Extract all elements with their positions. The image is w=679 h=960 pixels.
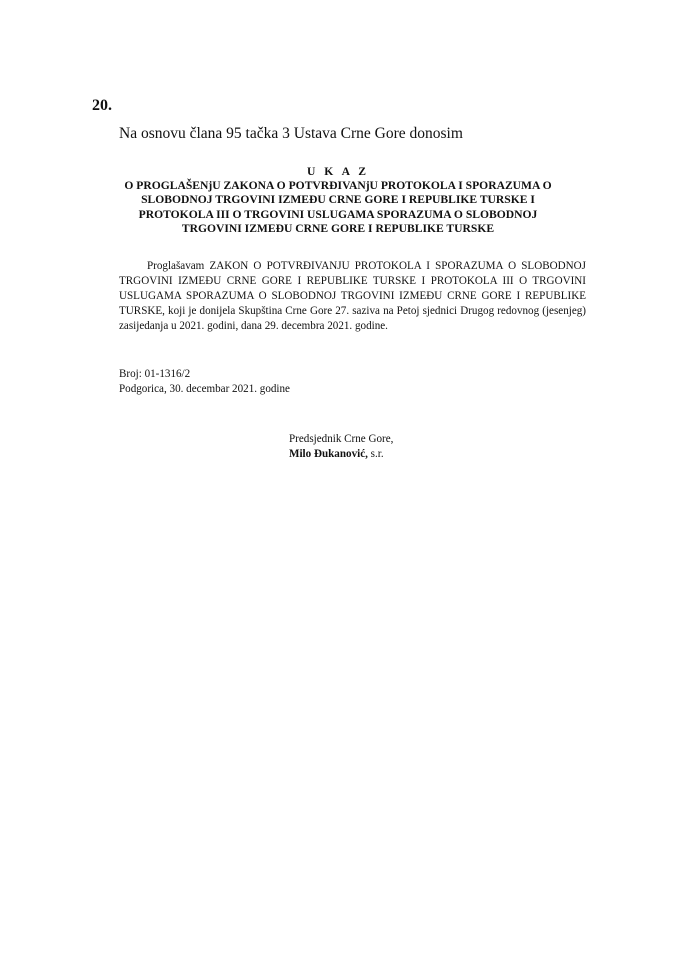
title-line: O PROGLAŠENjU ZAKONA O POTVRĐIVANjU PROTOKOLA I SPORAZUMA O (124, 179, 552, 193)
document-number: 20. (92, 97, 112, 114)
signer-suffix: s.r. (367, 448, 384, 460)
title-line: PROTOKOLA III O TRGOVINI USLUGAMA SPORAZUMA O SLOBODNOJ (138, 207, 538, 221)
signer-line (289, 447, 393, 462)
title-heading: U K A Z (307, 165, 369, 178)
body-paragraph: Proglašavam ZAKON O POTVRĐIVANJU PROTOKOLA I SPORAZUMA O SLOBODNOJ TRGOVINI IZMEĐU CRNE GORE I REPUBLIKE TURSKE I PROTOKOLA III O TRGOVINI USLUGAMA SPORAZUMA O SLOBODNOJ TRGOVINI IZMEĐU CRNE GORE I REPUBLIKE TURSKE, koji je donijela Skupština Crne Gore 27. saziva na Petoj sjednici Drugog redovnog (jesenjeg) zasijedanja u 2021. godini, dana 29. decembra 2021. godine. (119, 260, 586, 332)
reference-place-date: Podgorica, 30. decembar 2021. godine (119, 383, 290, 395)
signer-name: Milo Đukanović, (289, 448, 368, 460)
title-line: SLOBODNOJ TRGOVINI IZMEĐU CRNE GORE I REPUBLIKE TURSKE I (141, 193, 535, 207)
decree-title (120, 165, 556, 236)
reference-number: Broj: 01-1316/2 (119, 368, 191, 380)
signature-block (289, 432, 393, 462)
signer-role: Predsjednik Crne Gore, (289, 433, 394, 445)
reference-block (119, 367, 290, 397)
preamble: Na osnovu člana 95 tačka 3 Ustava Crne Gore donosim (119, 125, 463, 142)
title-line: TRGOVINI IZMEĐU CRNE GORE I REPUBLIKE TURSKE (181, 221, 495, 235)
